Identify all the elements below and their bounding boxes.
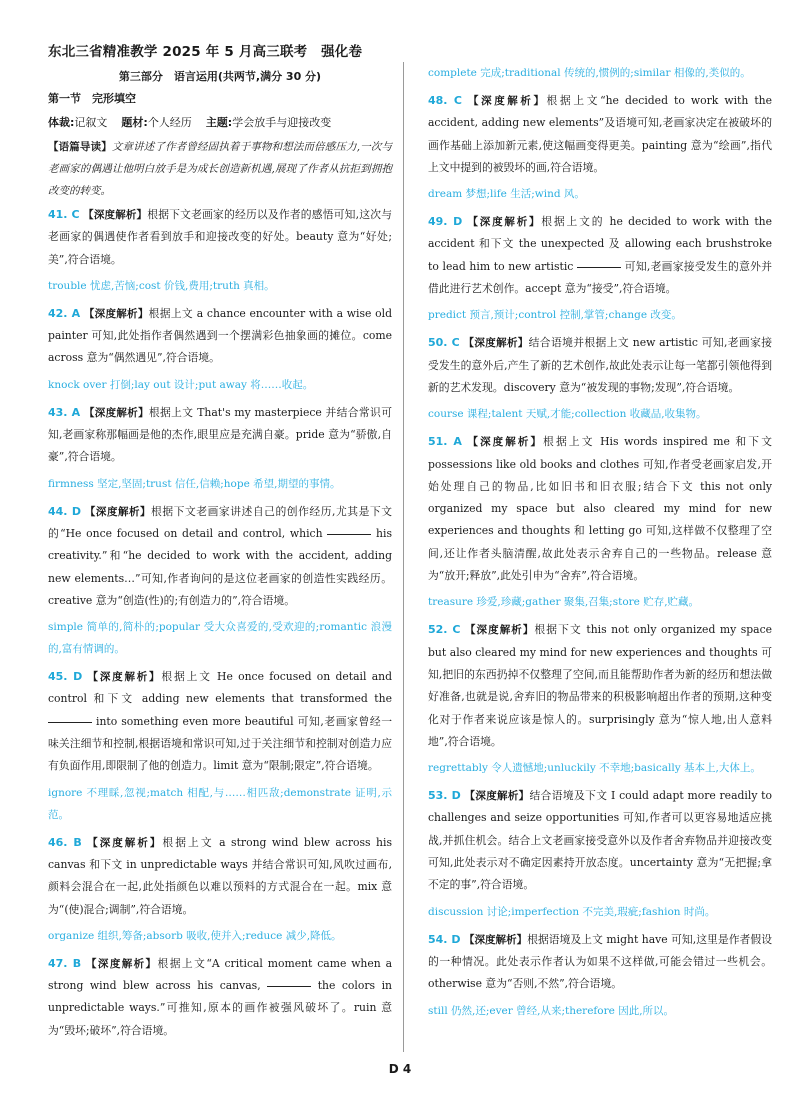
answer-item-44 bbox=[48, 501, 392, 660]
analysis-tag: 【深度解析】 bbox=[83, 307, 149, 320]
blank-line bbox=[267, 985, 311, 987]
option-words: complete 完成;traditional 传统的,惯例的;similar 相像的,类似的。 bbox=[428, 67, 751, 79]
option-words: regrettably 令人遗憾地;unluckily 不幸地;basically 基本上,大体上。 bbox=[428, 762, 761, 775]
analysis-text-a: 根据上文“A critical moment came when a strong wind blew across his canvas, bbox=[48, 956, 393, 993]
answer-item-41 bbox=[48, 204, 392, 297]
guide-label: 【语篇导读】 bbox=[48, 141, 112, 153]
answer-item-50 bbox=[428, 332, 772, 425]
answer-number: 42. A bbox=[48, 306, 81, 320]
blank-line bbox=[48, 721, 92, 723]
option-words: treasure 珍爱,珍藏;gather 聚集,召集;store 贮存,贮藏。 bbox=[428, 596, 700, 609]
passage-guide bbox=[48, 136, 392, 202]
genre-value: 记叙文 bbox=[74, 116, 108, 129]
option-words: firmness 坚定,坚固;trust 信任,信赖;hope 希望,期望的事情。 bbox=[48, 477, 341, 490]
answer-item-54 bbox=[428, 929, 772, 1022]
topic-label: 题材: bbox=[121, 116, 148, 129]
left-column bbox=[48, 62, 392, 1044]
passage-meta bbox=[48, 112, 392, 134]
answer-number: 44. D bbox=[48, 504, 81, 518]
answer-number: 50. C bbox=[428, 336, 460, 350]
analysis-text: 根据上文 His words inspired me 和下文 possessions like old books and clothes 可知,作者受老画家启发,开始处理自己的物品,比如旧书和旧衣服;结合下文 this not only organized my space but also cleared my mind for new experiences and thoughts 和 letting go 可知,这样做不仅整理了空间,还让作者头脑清醒,故此处表示舍弃自己的一些物品。release 意为“放开;释放”,此处引申为“舍弃”,符合语境。 bbox=[428, 435, 773, 583]
analysis-text: 根据下文老画家的经历以及作者的感悟可知,这次与老画家的偶遇使作者看到放手和迎接改变的好处。beauty 意为“好处;美”,符合语境。 bbox=[48, 208, 392, 266]
analysis-text: 根据上文 a strong wind blew across his canvas 和下文 in unpredictable ways 并结合常识可知,风吹过画布,颜料会混合在一起,此处指颜色以难以预料的方式混合在一起。mix 意为“(使)混合;调制”,符合语境。 bbox=[48, 835, 393, 916]
analysis-text-a: 根据上文 He once focused on detail and control 和下文 adding new elements that transformed the bbox=[48, 670, 393, 706]
answer-number: 47. B bbox=[48, 956, 82, 970]
analysis-text: 根据上文“he decided to work with the accident, adding new elements”及语境可知,老画家决定在被破坏的画作基础上添加新元素,使这幅画变得更美。painting 意为“绘画”,指代上文中提到的被毁坏的画,符合语境。 bbox=[428, 94, 773, 174]
analysis-text-a: 根据上文的 he decided to work with the accident 和下文 the unexpected 及 allowing each brushstroke to lead him to new artistic bbox=[428, 215, 772, 273]
analysis-tag: 【深度解析】 bbox=[87, 671, 162, 684]
subsection-title: 第一节 完形填空 bbox=[48, 92, 136, 105]
answer-item-52 bbox=[428, 619, 772, 779]
answer-item-46 bbox=[48, 832, 392, 947]
answer-number: 45. D bbox=[48, 670, 83, 684]
section-title: 第三部分 语言运用(共两节,满分 30 分) bbox=[118, 70, 322, 83]
analysis-text: 结合语境并根据上文 new artistic 可知,老画家接受发生的意外后,产生了新的艺术创作,故此处表示让每一笔都引领他得到新的艺术发现。discovery 意为“被发现的事物;发现”,符合语境。 bbox=[428, 336, 773, 394]
option-words: course 课程;talent 天赋,才能;collection 收藏品,收集物。 bbox=[428, 408, 707, 421]
option-words: predict 预言,预计;control 控制,掌管;change 改变。 bbox=[428, 309, 682, 322]
answer-number: 41. C bbox=[48, 208, 80, 221]
page-header-title: 东北三省精准教学 2025 年 5 月高三联考 强化卷 bbox=[48, 44, 363, 60]
option-words: ignore 不理睬,忽视;match 相配,与……相匹敌;demonstrate 证明,示范。 bbox=[48, 786, 392, 821]
analysis-text-b: the colors in unpredictable ways.”可推知,原本的画作被强风破坏了。ruin 意为“毁坏;破坏”,符合语境。 bbox=[48, 979, 393, 1037]
answer-number: 54. D bbox=[428, 932, 461, 946]
option-words: trouble 忧虑,苦恼;cost 价钱,费用;truth 真相。 bbox=[48, 279, 275, 292]
option-words: simple 简单的,简朴的;popular 受大众喜爱的,受欢迎的;romantic 浪漫的,富有情调的。 bbox=[48, 621, 392, 656]
answer-item-49 bbox=[428, 211, 772, 326]
topic-value: 个人经历 bbox=[147, 116, 192, 129]
answer-number: 51. A bbox=[428, 435, 462, 449]
option-words: still 仍然,还;ever 曾经,从来;therefore 因此,所以。 bbox=[428, 1004, 675, 1017]
answer-number: 52. C bbox=[428, 623, 461, 637]
blank-line bbox=[327, 533, 371, 535]
analysis-tag: 【深度解析】 bbox=[467, 436, 544, 449]
analysis-tag: 【深度解析】 bbox=[463, 933, 528, 946]
answer-number: 49. D bbox=[428, 215, 463, 229]
option-words: organize 组织,筹备;absorb 吸收,使并入;reduce 减少,降低。 bbox=[48, 929, 342, 942]
genre-label: 体裁: bbox=[48, 116, 75, 129]
analysis-text: 根据上文 a chance encounter with a wise old painter 可知,此处指作者偶然遇到一个摆满彩色抽象画的摊位。come across 意为“偶然遇见”,符合语境。 bbox=[48, 306, 392, 365]
right-column bbox=[428, 62, 772, 1028]
analysis-text: 根据上文 That's my masterpiece 并结合常识可知,老画家称那幅画是他的杰作,眼里应是充满自豪。pride 意为“骄傲,自豪”,符合语境。 bbox=[48, 405, 392, 464]
analysis-text-b: his creativity.”和“he decided to work with the accident, adding new elements…”可知,作者询问的是这位老画家的创造性实践经历。creative 意为“创造(性)的;有创造力的”,符合语境。 bbox=[48, 526, 392, 607]
answer-number: 46. B bbox=[48, 835, 82, 849]
analysis-tag: 【深度解析】 bbox=[83, 209, 148, 221]
analysis-text-b: 可知,老画家接受发生的意外并借此进行艺术创作。accept 意为“接受”,符合语境。 bbox=[428, 259, 772, 296]
theme-value: 学会放手与迎接改变 bbox=[232, 116, 332, 129]
analysis-tag: 【深度解析】 bbox=[87, 836, 163, 849]
answer-number: 43. A bbox=[48, 405, 81, 419]
blank-line bbox=[577, 266, 621, 268]
guide-text: 文章讲述了作者曾经固执着于事物和想法而倍感压力,一次与老画家的偶遇让他明白放手是为成长创造新机遇,展现了作者从抗拒到拥抱改变的转变。 bbox=[48, 141, 392, 197]
analysis-tag: 【深度解析】 bbox=[83, 406, 149, 419]
option-words: knock over 打倒;lay out 设计;put away 将……收起。 bbox=[48, 378, 314, 391]
theme-label: 主题: bbox=[205, 116, 233, 129]
option-words: discussion 讨论;imperfection 不完美,瑕疵;fashion 时尚。 bbox=[428, 905, 716, 918]
analysis-tag: 【深度解析】 bbox=[85, 957, 158, 970]
answer-item-48 bbox=[428, 90, 772, 205]
answer-number: 53. D bbox=[428, 789, 461, 803]
column-divider bbox=[403, 62, 404, 1052]
answer-item-45 bbox=[48, 666, 392, 825]
analysis-text: 根据下文 this not only organized my space but also cleared my mind for new experiences and thoughts 可知,把旧的东西扔掉不仅整理了空间,而且能帮助作者为新的经历和想法做好准备,也就是说,舍弃旧的物品带来的积极影响超出作者的预期,这种变化对于作者来说应该是惊人的。surprisingly 意为“惊人地,出人意料地”,符合语境。 bbox=[428, 623, 773, 748]
analysis-text-b: into something even more beautiful 可知,老画家曾经一味关注细节和控制,根据语境和常识可知,过于关注细节和控制对创造力应有负面作用,即限制了他的创造力。limit 意为“限制;限定”,符合语境。 bbox=[48, 714, 393, 773]
answer-item-53 bbox=[428, 785, 772, 922]
analysis-tag: 【深度解析】 bbox=[467, 216, 542, 229]
answer-item-42 bbox=[48, 303, 392, 396]
answer-item-43 bbox=[48, 402, 392, 495]
analysis-text: 根据语境及上文 might have 可知,这里是作者假设的一种情况。此处表示作者认为如果不这样做,可能会错过一些机会。otherwise 意为“否则,不然”,符合语境。 bbox=[428, 932, 772, 991]
page-number: D 4 bbox=[388, 1062, 412, 1076]
analysis-text-a: 根据下文老画家讲述自己的创作经历,尤其是下文的“He once focused on detail and control, which bbox=[48, 504, 392, 540]
analysis-text: 结合语境及下文 I could adapt more readily to challenges and seize opportunities 可知,作者可以更容易地适应挑战,并抓住机会。结合上文老画家接受意外以及作者舍弃物品并迎接改变可知,此处表示对不确定因素持开放态度。uncertainty 意为“无把握;拿不定的事”,符合语境。 bbox=[428, 789, 773, 892]
option-words: dream 梦想;life 生活;wind 风。 bbox=[428, 188, 585, 201]
answer-item-51 bbox=[428, 431, 772, 613]
analysis-tag: 【深度解析】 bbox=[464, 624, 535, 637]
answer-item-47 bbox=[48, 953, 392, 1042]
analysis-tag: 【深度解析】 bbox=[84, 505, 152, 518]
analysis-tag: 【深度解析】 bbox=[464, 790, 530, 803]
answer-number: 48. C bbox=[428, 94, 462, 107]
analysis-tag: 【深度解析】 bbox=[468, 95, 547, 107]
analysis-tag: 【深度解析】 bbox=[463, 337, 529, 350]
